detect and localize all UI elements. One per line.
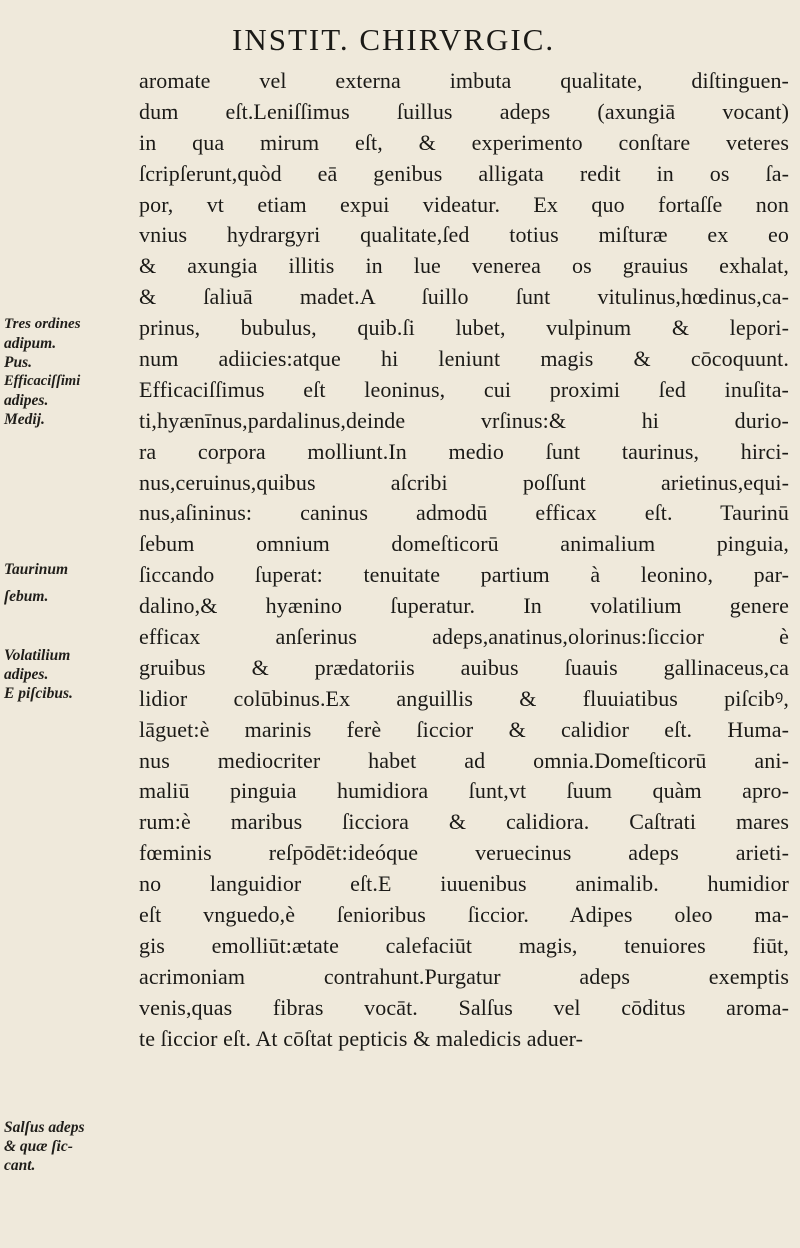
- text-line: ſiccando ſuperat: tenuitate partium à leonino, par-: [139, 562, 789, 588]
- text-line: prinus, bubulus, quib.ſi lubet, vulpinum & lepori-: [139, 315, 789, 341]
- margin-note-salsus: Salſus adeps & quæ ſic- cant.: [4, 1119, 85, 1174]
- text-line: lidior colūbinus.Ex anguillis & fluuiatibus piſcibꝰ,: [139, 685, 789, 711]
- text-line: ſebum omnium domeſticorū animalium pinguia,: [139, 531, 789, 557]
- text-line: num adiicies:atque hi leniunt magis & cōcoquunt.: [139, 346, 789, 372]
- text-line: nus,aſininus: caninus admodū efficax eſt. Taurinū: [139, 500, 789, 526]
- text-line: vnius hydrargyri qualitate,ſed totius miſturæ ex eo: [139, 222, 789, 248]
- text-line: nus,ceruinus,quibus aſcribi poſſunt arietinus,equi-: [139, 469, 789, 495]
- text-line: lāguet:è marinis ferè ſiccior & calidior eſt. Huma-: [139, 716, 789, 742]
- text-line: por, vt etiam expui videatur. Ex quo fortaſſe non: [139, 191, 789, 217]
- text-line: nus mediocriter habet ad omnia.Domeſticorū ani-: [139, 747, 789, 773]
- text-line: no languidior eſt.E iuuenibus animalib. humidior: [139, 871, 789, 897]
- text-line: ra corpora molliunt.In medio ſunt taurinus, hirci-: [139, 438, 789, 464]
- text-line: efficax anſerinus adeps,anatinus,olorinus:ſiccior è: [139, 624, 789, 650]
- margin-note-volatilium: Volatilium adipes. E piſcibus.: [4, 647, 73, 702]
- text-line: te ſiccior eſt. At cōſtat pepticis & maledicis aduer-: [139, 1025, 584, 1051]
- text-line: Efficaciſſimus eſt leoninus, cui proximi ſed inuſita-: [139, 376, 789, 402]
- text-line: eſt vnguedo,è ſenioribus ſiccior. Adipes oleo ma-: [139, 902, 789, 928]
- main-text-block: [139, 66, 789, 1055]
- text-line: gruibus & prædatoriis auibus ſuauis gallinaceus,ca: [139, 654, 789, 680]
- text-line: & ſaliuā madet.A ſuillo ſunt vitulinus,hœdinus,ca-: [139, 284, 789, 310]
- text-line: fœminis reſpōdēt:ideóque veruecinus adeps arieti-: [139, 840, 789, 866]
- text-line: rum:è maribus ſicciora & calidiora. Caſtrati mares: [139, 809, 789, 835]
- text-line: dum eſt.Leniſſimus ſuillus adeps (axungiā vocant): [139, 98, 789, 124]
- text-line: ti,hyænīnus,pardalinus,deinde vrſinus:& hi durio-: [139, 407, 789, 433]
- text-line: ſcripſerunt,quòd eā genibus alligata redit in os ſa-: [139, 160, 789, 186]
- text-line: acrimoniam contrahunt.Purgatur adeps exemptis: [139, 963, 789, 989]
- text-line: maliū pinguia humidiora ſunt,vt ſuum quàm apro-: [139, 778, 789, 804]
- margin-note-tres-ordines: Tres ordines adipum. Pus. Efficaciſſimi adipes. Medij.: [4, 316, 81, 428]
- text-line: & axungia illitis in lue venerea os grauius exhalat,: [139, 253, 789, 279]
- text-line: venis,quas fibras vocāt. Salſus vel cōditus aroma-: [139, 994, 789, 1020]
- text-line: dalino,& hyænino ſuperatur. In volatilium genere: [139, 593, 789, 619]
- text-line: gis emolliūt:ætate calefaciūt magis, tenuiores fiūt,: [139, 932, 789, 958]
- running-head: INSTIT. CHIRVRGIC.: [232, 22, 556, 57]
- margin-note-taurinum: Taurinum ſebum.: [4, 561, 69, 605]
- text-line: in qua mirum eſt, & experimento conſtare veteres: [139, 129, 789, 155]
- text-line: aromate vel externa imbuta qualitate, diſtinguen-: [139, 68, 789, 93]
